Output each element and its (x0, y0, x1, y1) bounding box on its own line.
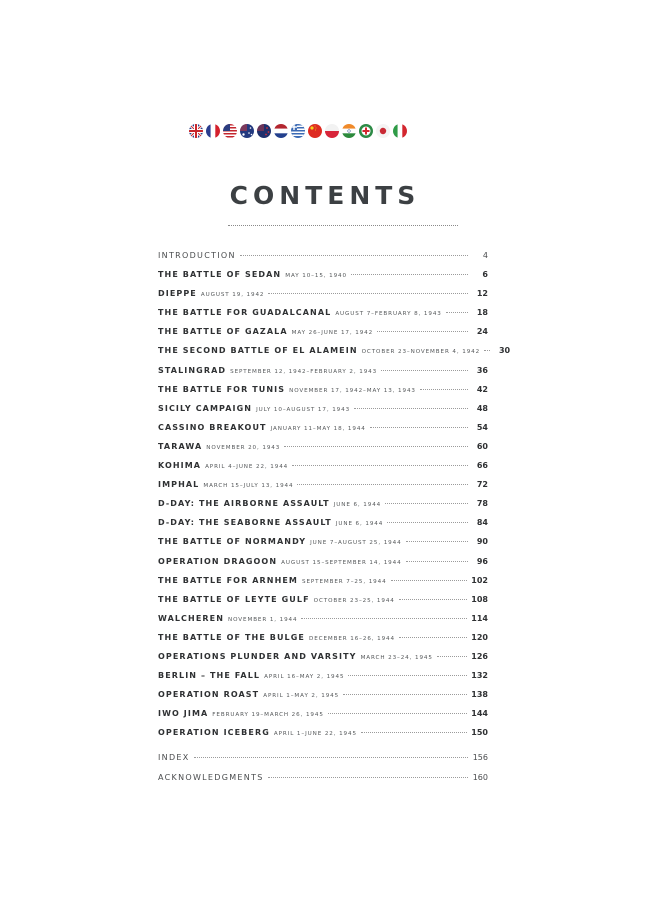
toc-entry-title: OPERATION DRAGOON (158, 556, 278, 566)
toc-entry-date: JUNE 6, 1944 (335, 521, 384, 528)
toc-entry[interactable] (158, 652, 488, 671)
toc-entry-title: THE BATTLE FOR ARNHEM (158, 575, 298, 585)
toc-entry-page-number: 24 (476, 327, 488, 337)
toc-entry[interactable] (158, 480, 488, 499)
toc-dot-leader (385, 503, 468, 504)
toc-entry[interactable] (158, 671, 488, 690)
toc-entry-date: JANUARY 11–MAY 18, 1944 (270, 425, 366, 432)
toc-entry-title: INDEX (158, 753, 190, 763)
toc-dot-leader (399, 599, 468, 600)
new-zealand-flag-icon (257, 124, 271, 138)
toc-dot-leader (391, 580, 468, 581)
japan-flag-icon (376, 124, 390, 138)
toc-entry-page-number: 90 (476, 537, 488, 547)
toc-dot-leader (328, 713, 468, 714)
toc-entry-page-number: 54 (476, 422, 488, 432)
toc-entry-title: SICILY CAMPAIGN (158, 403, 253, 413)
toc-entry-page-number: 96 (476, 556, 488, 566)
toc-entry-page-number: 132 (471, 671, 488, 681)
toc-entry-date: MARCH 15–JULY 13, 1944 (203, 483, 294, 490)
toc-entry[interactable] (158, 614, 488, 633)
toc-entry-title: THE BATTLE FOR GUADALCANAL (158, 308, 332, 318)
toc-entry-title: THE BATTLE OF GAZALA (158, 327, 288, 337)
toc-dot-leader (446, 312, 468, 313)
toc-dot-leader (348, 675, 467, 676)
toc-entry-date: AUGUST 15–SEPTEMBER 14, 1944 (281, 559, 402, 566)
toc-entry[interactable] (158, 709, 488, 728)
toc-entry-title: IMPHAL (158, 480, 200, 490)
toc-entry-title: WALCHEREN (158, 613, 225, 623)
toc-entry-title: OPERATION ICEBERG (158, 728, 270, 738)
toc-entry-page-number: 108 (471, 594, 488, 604)
toc-entry[interactable] (158, 251, 488, 270)
toc-dot-leader (370, 427, 468, 428)
india-flag-icon (342, 124, 356, 138)
toc-dot-leader (437, 656, 467, 657)
toc-entry-page-number: 12 (476, 289, 488, 299)
toc-entry[interactable] (158, 576, 488, 595)
toc-entry-date: MAY 10–15, 1940 (285, 273, 347, 280)
toc-entry[interactable] (158, 385, 488, 404)
south-africa-flag-icon (359, 124, 373, 138)
toc-dot-leader (292, 465, 468, 466)
toc-dot-leader (361, 732, 467, 733)
toc-entry-page-number: 84 (476, 518, 488, 528)
toc-entry[interactable] (158, 308, 488, 327)
toc-entry-title: OPERATION ROAST (158, 690, 260, 700)
toc-entry-title: D-DAY: THE AIRBORNE ASSAULT (158, 499, 330, 509)
toc-dot-leader (387, 522, 468, 523)
toc-entry-title: THE BATTLE OF NORMANDY (158, 537, 307, 547)
toc-entry-page-number: 120 (471, 632, 488, 642)
toc-dot-leader (406, 541, 468, 542)
toc-entry-page-number: 18 (476, 308, 488, 318)
toc-entry-page-number: 42 (476, 384, 488, 394)
toc-entry-date: NOVEMBER 1, 1944 (228, 616, 298, 623)
toc-entry-title: CASSINO BREAKOUT (158, 422, 267, 432)
toc-entry[interactable] (158, 327, 488, 346)
toc-entry-date: NOVEMBER 17, 1942–MAY 13, 1943 (289, 387, 416, 394)
toc-dot-leader (354, 408, 468, 409)
toc-entry-page-number: 4 (482, 251, 488, 260)
greece-flag-icon (291, 124, 305, 138)
toc-entry[interactable] (158, 442, 488, 461)
toc-entry[interactable] (158, 728, 488, 747)
title-divider (228, 225, 458, 226)
toc-entry-page-number: 138 (471, 690, 488, 700)
toc-entry-page-number: 48 (476, 403, 488, 413)
toc-entry[interactable] (158, 690, 488, 709)
toc-dot-leader (377, 331, 468, 332)
toc-entry-date: OCTOBER 23–25, 1944 (313, 597, 395, 604)
toc-entry-title: BERLIN – THE FALL (158, 671, 261, 681)
toc-dot-leader (194, 757, 468, 758)
toc-entry-page-number: 60 (476, 441, 488, 451)
toc-entry-date: APRIL 1–JUNE 22, 1945 (273, 731, 357, 738)
toc-entry-date: SEPTEMBER 12, 1942–FEBRUARY 2, 1943 (230, 368, 378, 375)
toc-dot-leader (406, 561, 468, 562)
toc-dot-leader (343, 694, 467, 695)
toc-entry[interactable] (158, 633, 488, 652)
poland-flag-icon (325, 124, 339, 138)
italy-flag-icon (393, 124, 407, 138)
toc-entry-title: THE BATTLE OF SEDAN (158, 270, 282, 280)
toc-entry-title: OPERATIONS PLUNDER AND VARSITY (158, 651, 357, 661)
toc-dot-leader (351, 274, 468, 275)
toc-entry-title: THE BATTLE FOR TUNIS (158, 384, 286, 394)
toc-entry-page-number: 30 (498, 346, 511, 356)
toc-entry-page-number: 160 (472, 772, 488, 782)
toc-entry-page-number: 78 (476, 499, 488, 509)
toc-entry-date: JUNE 7–AUGUST 25, 1944 (310, 540, 402, 547)
toc-entry-title: DIEPPE (158, 289, 197, 299)
toc-entry-date: JUNE 6, 1944 (333, 502, 382, 509)
australia-flag-icon (240, 124, 254, 138)
toc-entry[interactable] (158, 518, 488, 537)
toc-entry-date: AUGUST 19, 1942 (200, 292, 265, 299)
toc-entry-date: APRIL 16–MAY 2, 1945 (264, 674, 345, 681)
toc-entry-title: D-DAY: THE SEABORNE ASSAULT (158, 518, 332, 528)
toc-entry-page-number: 102 (471, 575, 488, 585)
netherlands-flag-icon (274, 124, 288, 138)
toc-entry[interactable] (158, 270, 488, 289)
toc-entry-date: DECEMBER 16–26, 1944 (309, 635, 395, 642)
toc-entry[interactable] (158, 346, 511, 365)
toc-entry-page-number: 126 (471, 651, 488, 661)
page-title: CONTENTS (229, 181, 421, 210)
toc-entry-date: AUGUST 7–FEBRUARY 8, 1943 (335, 311, 442, 318)
toc-entry-page-number: 144 (471, 709, 488, 719)
toc-entry-title: THE BATTLE OF THE BULGE (158, 632, 305, 642)
toc-entry-page-number: 36 (476, 365, 488, 375)
toc-entry-title: IWO JIMA (158, 709, 209, 719)
toc-entry-date: NOVEMBER 20, 1943 (206, 444, 281, 451)
toc-entry[interactable] (158, 499, 488, 518)
toc-dot-leader (284, 446, 468, 447)
toc-dot-leader (297, 484, 468, 485)
toc-entry[interactable] (158, 595, 488, 614)
toc-entry-date: JULY 10–AUGUST 17, 1943 (256, 406, 351, 413)
toc-entry[interactable] (158, 404, 488, 423)
toc-entry-page-number: 156 (472, 753, 488, 763)
toc-entry[interactable] (158, 753, 488, 772)
toc-dot-leader (484, 350, 490, 351)
toc-entry-title: ACKNOWLEDGMENTS (158, 772, 264, 782)
toc-entry-title: THE SECOND BATTLE OF EL ALAMEIN (158, 346, 358, 356)
toc-entry[interactable] (158, 773, 488, 785)
toc-entry-page-number: 150 (471, 728, 488, 738)
toc-dot-leader (399, 637, 467, 638)
toc-entry-page-number: 72 (476, 480, 488, 490)
toc-entry[interactable] (158, 289, 488, 308)
toc-entry-date: OCTOBER 23–NOVEMBER 4, 1942 (361, 349, 481, 356)
usa-flag-icon (223, 124, 237, 138)
toc-entry[interactable] (158, 537, 488, 556)
toc-entry-date: APRIL 4–JUNE 22, 1944 (205, 464, 289, 471)
flags-row (189, 122, 407, 140)
toc-entry-title: STALINGRAD (158, 365, 227, 375)
toc-dot-leader (268, 777, 468, 778)
toc-entry-title: TARAWA (158, 441, 203, 451)
uk-flag-icon (189, 124, 203, 138)
toc-entry-title: INTRODUCTION (158, 251, 236, 260)
china-flag-icon (308, 124, 322, 138)
toc-entry-title: THE BATTLE OF LEYTE GULF (158, 594, 310, 604)
toc-entry[interactable] (158, 423, 488, 442)
toc-entry[interactable] (158, 366, 488, 385)
toc-dot-leader (240, 255, 468, 256)
toc-dot-leader (268, 293, 468, 294)
toc-entry[interactable] (158, 461, 488, 480)
table-of-contents (158, 251, 511, 785)
toc-entry-date: APRIL 1–MAY 2, 1945 (263, 693, 340, 700)
toc-entry-date: MARCH 23–24, 1945 (360, 654, 433, 661)
toc-entry-page-number: 66 (476, 461, 488, 471)
toc-entry-title: KOHIMA (158, 461, 202, 471)
toc-entry-page-number: 114 (471, 613, 488, 623)
toc-dot-leader (420, 389, 468, 390)
toc-entry-date: SEPTEMBER 7–25, 1944 (302, 578, 387, 585)
toc-entry-page-number: 6 (482, 270, 488, 280)
toc-entry-date: FEBRUARY 19–MARCH 26, 1945 (212, 712, 324, 719)
france-flag-icon (206, 124, 220, 138)
toc-dot-leader (301, 618, 467, 619)
toc-dot-leader (381, 370, 468, 371)
toc-entry-date: MAY 26–JUNE 17, 1942 (291, 330, 374, 337)
toc-entry[interactable] (158, 557, 488, 576)
